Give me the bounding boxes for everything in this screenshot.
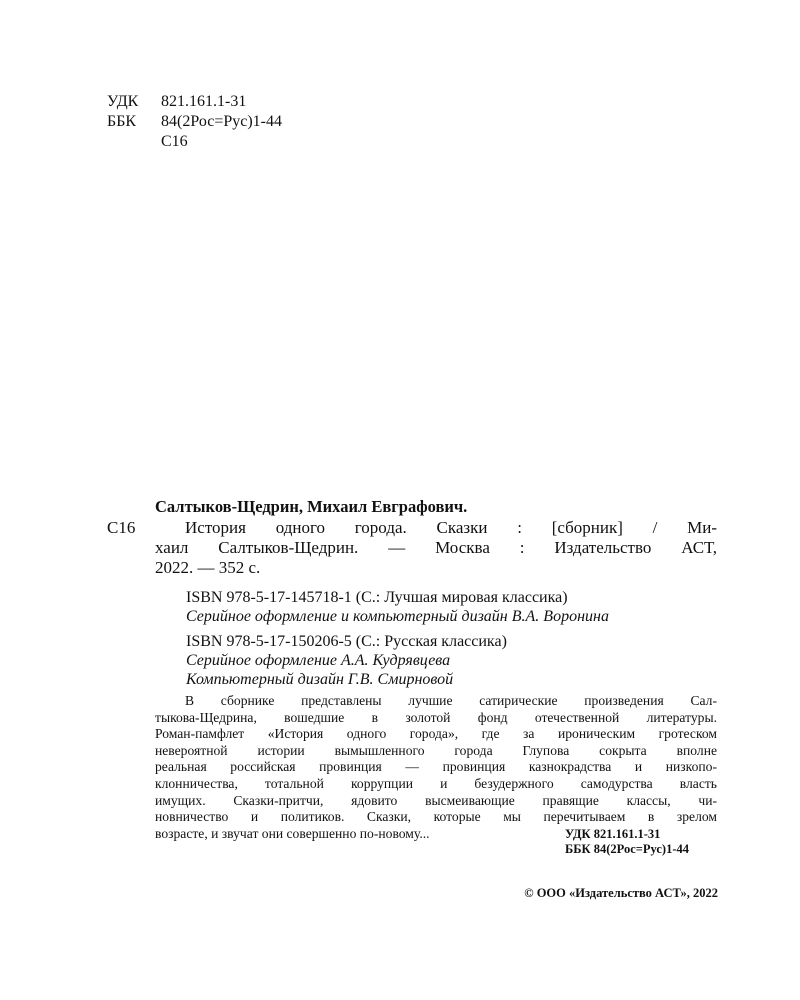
bottom-classification-codes [565,827,689,857]
annotation-line: тыкова-Щедрина, вошедшие в золотой фонд отечественной литературы. [155,709,717,725]
annotation-line: Роман-памфлет «История одного города», где за ироническим гротеском [155,726,717,742]
udk-label: УДК [107,93,139,110]
bbk-label: ББК [107,113,137,130]
isbn-entry [186,588,726,626]
design-credit: Серийное оформление А.А. Кудрявцева [186,652,451,669]
bbk-value: 84(2Рос=Рус)1-44 [161,113,283,130]
bibliographic-description [155,518,717,578]
annotation-line: невероятной истории вымышленного города Глупова сокрыта вполне [155,742,717,758]
isbn-entry [186,632,726,689]
annotation-line: возрасте, и звучат они совершенно по-новому... [155,825,430,841]
design-credit: Компьютерный дизайн Г.В. Смирновой [186,671,454,688]
cutter-code [107,132,282,152]
udk-value: 821.161.1-31 [161,93,247,110]
description-line: История одного города. Сказки : [сборник] / Ми- [185,518,717,537]
annotation-line: В сборнике представлены лучшие сатирические произведения Сал- [185,693,717,708]
annotation-line: новничество и политиков. Сказки, которые мы перечитываем в зрелом [155,809,717,825]
bottom-bbk: ББК 84(2Рос=Рус)1-44 [565,842,689,856]
annotation [155,693,717,842]
isbn-number: ISBN 978-5-17-145718-1 (С.: Лучшая мировая классика) [186,589,568,606]
isbn-number: ISBN 978-5-17-150206-5 (С.: Русская классика) [186,633,507,650]
classification-codes [107,92,282,152]
copyright-notice: © ООО «Издательство АСТ», 2022 [524,886,718,900]
design-credit: Серийное оформление и компьютерный дизайн В.А. Воронина [186,608,609,625]
annotation-line: реальная российская провинция — провинция казнокрадства и низкопо- [155,759,717,775]
author-heading: Салтыков-Щедрин, Михаил Евграфович. [155,497,468,516]
bottom-udk: УДК 821.161.1-31 [565,827,661,841]
udk-row [107,92,282,112]
annotation-line: клонничества, тотальной коррупции и безудержного самодурства власть [155,775,717,791]
annotation-line: имущих. Сказки-притчи, ядовито высмеивающие правящие классы, чи- [155,792,717,808]
description-line: 2022. — 352 с. [155,558,261,577]
cutter-code-value: С16 [161,133,188,150]
cutter-mark: С16 [107,518,136,537]
bbk-row [107,112,282,132]
description-line: хаил Салтыков-Щедрин. — Москва : Издательство АСТ, [155,538,717,557]
